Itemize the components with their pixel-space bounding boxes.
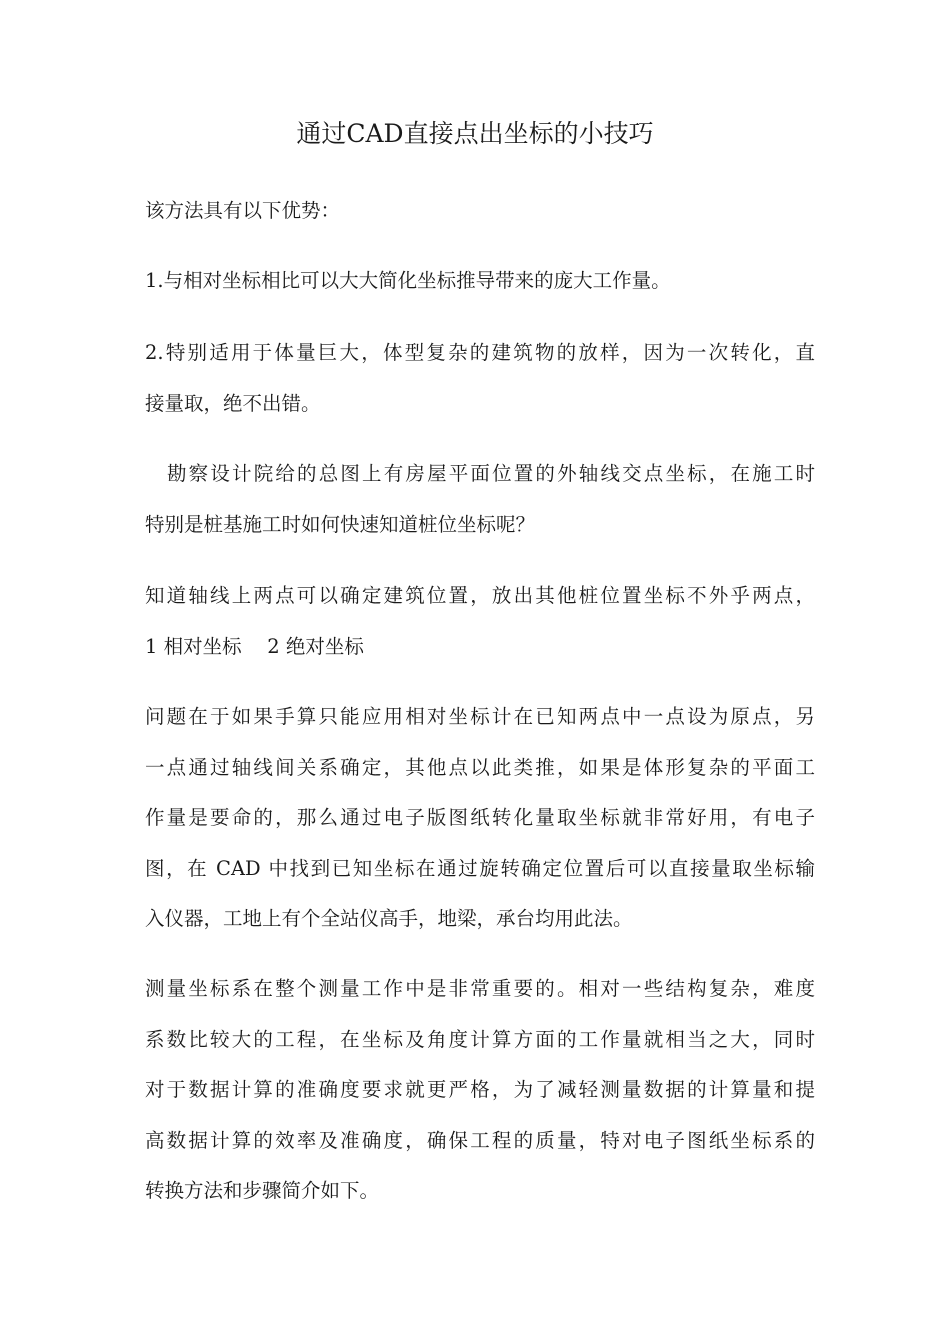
text-line: 测量坐标系在整个测量工作中是非常重要的。相对一些结构复杂，难度 (145, 977, 815, 1000)
text-line: 特别是桩基施工时如何快速知道桩位坐标呢？ (145, 512, 536, 536)
text-line: 问题在于如果手算只能应用相对坐标计在已知两点中一点设为原点，另 (145, 705, 815, 728)
text-line: 一点通过轴线间关系确定，其他点以此类推，如果是体形复杂的平面工 (145, 755, 815, 779)
text-line: 对于数据计算的准确度要求就更严格，为了减轻测量数据的计算量和提 (145, 1078, 815, 1101)
text-line: 转换方法和步骤简介如下。 (145, 1179, 380, 1202)
text-line: 接量取，绝不出错。 (145, 391, 321, 415)
paragraph-advantages-intro (145, 186, 815, 237)
paragraph-coordinate-system (145, 964, 815, 1217)
text-line: 入仪器，工地上有个全站仪高手，地梁，承台均用此法。 (145, 907, 633, 930)
text-line: 系数比较大的工程，在坐标及角度计算方面的工作量就相当之大，同时 (145, 1027, 815, 1051)
text-line: 勘察设计院给的总图上有房屋平面位置的外轴线交点坐标，在施工时 (167, 462, 815, 485)
paragraph-cad-method (145, 692, 815, 945)
paragraph-advantage-1 (145, 256, 815, 307)
text-line: 作量是要命的，那么通过电子版图纸转化量取坐标就非常好用，有电子 (145, 806, 815, 829)
text-line: 1 相对坐标 2 绝对坐标 (145, 634, 364, 658)
text-line: 该方法具有以下优势： (145, 199, 341, 222)
text-line: 高数据计算的效率及准确度，确保工程的质量，特对电子图纸坐标系的 (145, 1128, 815, 1152)
document-title: 通过CAD直接点出坐标的小技巧 (296, 119, 654, 148)
paragraph-two-methods (145, 571, 815, 672)
text-line: 1.与相对坐标相比可以大大简化坐标推导带来的庞大工作量。 (145, 269, 671, 292)
paragraph-survey-question (145, 449, 815, 550)
text-line: 图，在 CAD 中找到已知坐标在通过旋转确定位置后可以直接量取坐标输 (145, 856, 815, 880)
paragraph-advantage-2 (145, 328, 815, 429)
text-line: 知道轴线上两点可以确定建筑位置，放出其他桩位置坐标不外乎两点， (145, 584, 815, 607)
text-line: 2.特别适用于体量巨大，体型复杂的建筑物的放样，因为一次转化，直 (145, 341, 815, 364)
